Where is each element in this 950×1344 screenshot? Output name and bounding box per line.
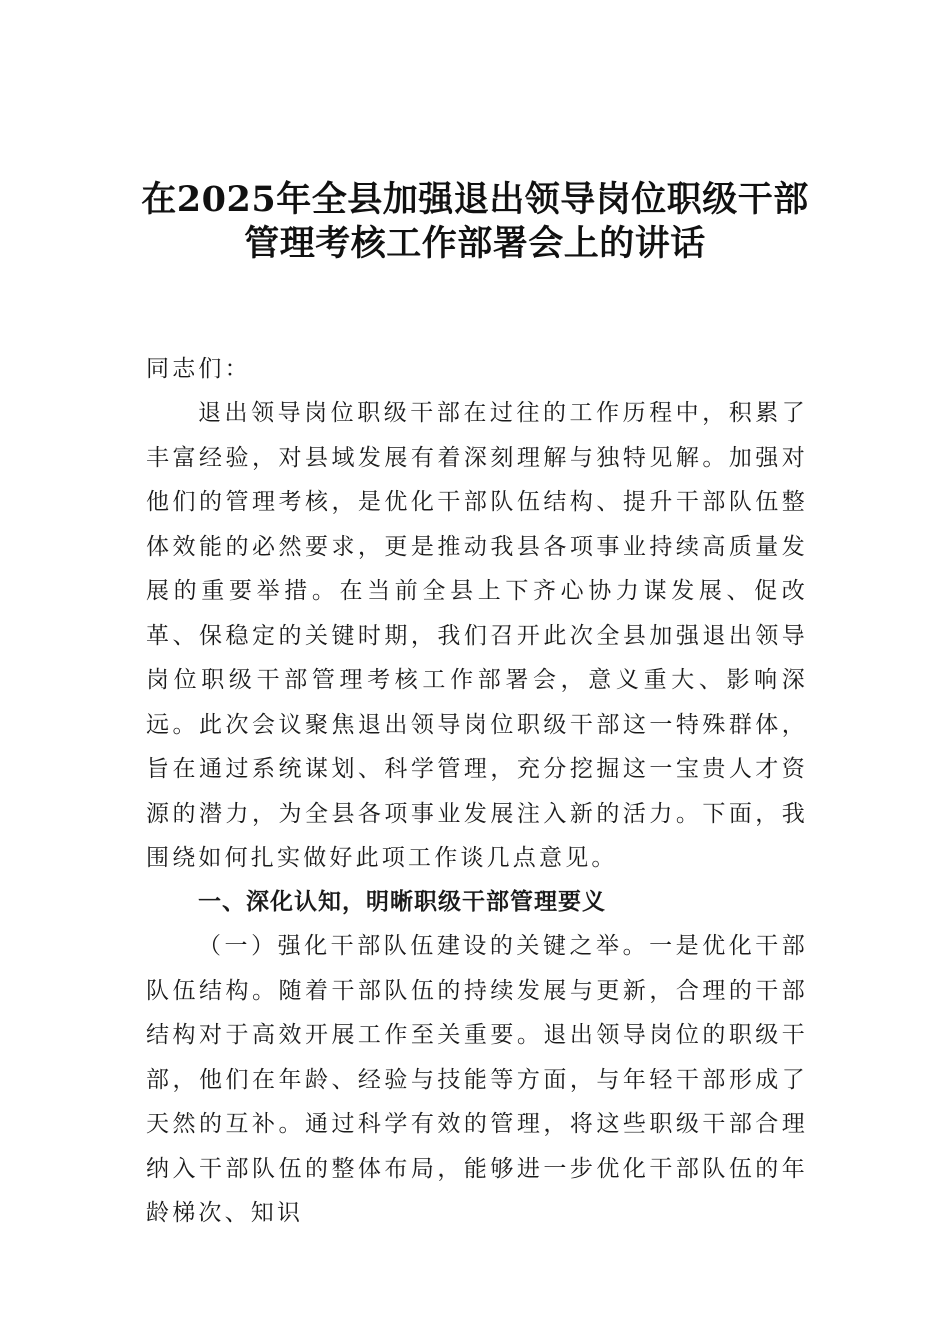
subsection-lead: （一）强化干部队伍建设的关键之举。 bbox=[198, 933, 650, 959]
salutation: 同志们： bbox=[146, 356, 251, 382]
paragraph-introduction: 退出领导岗位职级干部在过往的工作历程中，积累了丰富经验，对县域发展有着深刻理解与独特见解。加强对他们的管理考核，是优化干部队伍结构、提升干部队伍整体效能的必然要求，更是推动我县各项事业持续高质量发展的重要举措。在当前全县上下齐心协力谋发展、促改革、保稳定的关键时期，我们召开此次全县加强退出领导岗位职级干部管理考核工作部署会，意义重大、影响深远。此次会议聚焦退出领导岗位职级干部这一特殊群体，旨在通过系统谋划、科学管理，充分挖掘这一宝贵人才资源的潜力，为全县各项事业发展注入新的活力。下面，我围绕如何扎实做好此项工作谈几点意见。 bbox=[146, 400, 808, 871]
document-title-line-2: 管理考核工作部署会上的讲话 bbox=[244, 223, 706, 264]
section-heading-1: 一、深化认知，明晰职级干部管理要义 bbox=[198, 889, 606, 915]
document-title-line-1: 在2025年全县加强退出领导岗位职级干部 bbox=[141, 179, 809, 220]
subsection-body: 一是优化干部队伍结构。随着干部队伍的持续发展与更新，合理的干部结构对于高效开展工作至关重要。退出领导岗位的职级干部，他们在年龄、经验与技能等方面，与年轻干部形成了天然的互补。通过科学有效的管理，将这些职级干部合理纳入干部队伍的整体布局，能够进一步优化干部队伍的年龄梯次、知识 bbox=[146, 933, 809, 1226]
paragraph-section-1-1 bbox=[146, 924, 808, 1236]
